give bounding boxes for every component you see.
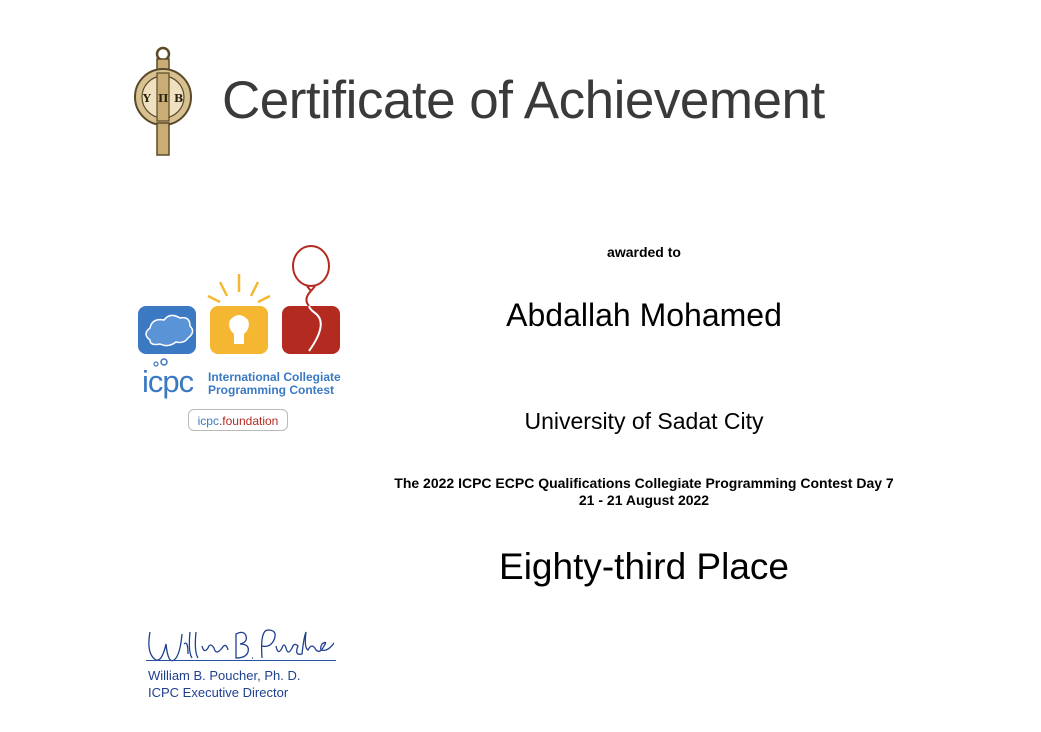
certificate-title: Certificate of Achievement xyxy=(222,71,825,130)
foundation-part1: icpc xyxy=(197,414,219,428)
contest-info xyxy=(344,475,944,509)
icpc-foundation-badge xyxy=(188,409,288,431)
icpc-full-name xyxy=(208,371,341,397)
icpc-name-line2: Programming Contest xyxy=(208,383,335,397)
signatory-name: William B. Poucher, Ph. D. xyxy=(148,668,301,683)
icpc-acronym: icpc xyxy=(142,364,194,399)
icpc-logo-icon xyxy=(134,244,346,368)
contest-name: The 2022 ICPC ECPC Qualifications Collegiate Programming Contest Day 7 xyxy=(394,475,894,491)
contest-dates: 21 - 21 August 2022 xyxy=(578,492,710,508)
upe-emblem-icon xyxy=(130,45,196,159)
placement: Eighty-third Place xyxy=(499,546,789,587)
emblem-letter: Π xyxy=(158,92,169,105)
emblem-letter: Υ xyxy=(143,92,151,105)
awarded-to-label: awarded to xyxy=(607,244,681,260)
emblem-letter: Β xyxy=(174,92,184,105)
icpc-name-line1: International Collegiate xyxy=(208,370,341,384)
signatory-role: ICPC Executive Director xyxy=(148,685,289,700)
institution-name: University of Sadat City xyxy=(524,408,764,434)
signature-line xyxy=(146,660,336,661)
foundation-part2: .foundation xyxy=(218,414,279,428)
signature-icon xyxy=(144,624,334,664)
recipient-name: Abdallah Mohamed xyxy=(506,297,782,333)
